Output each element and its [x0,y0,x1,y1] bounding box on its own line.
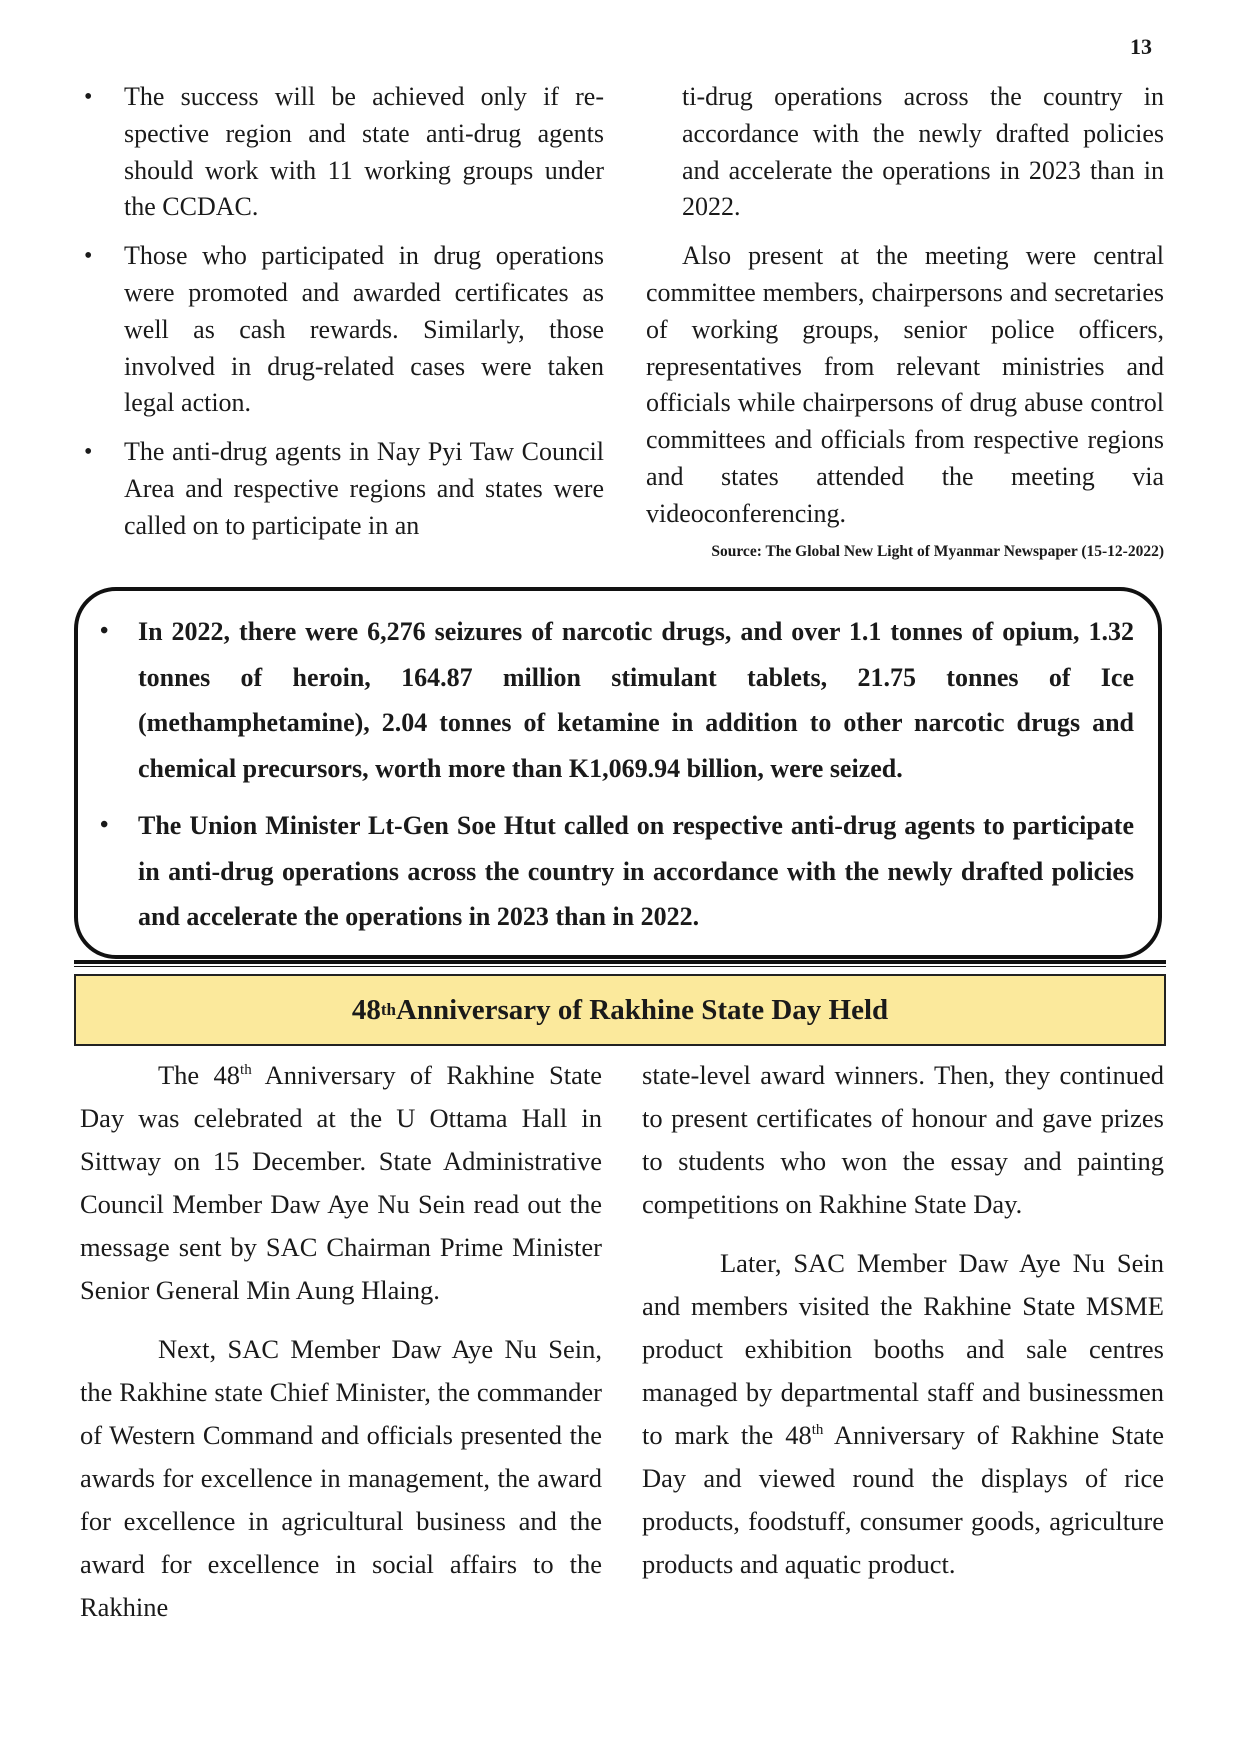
top-right-column [646,79,1164,545]
paragraph: Next, SAC Member Daw Aye Nu Sein, the Rakhine state Chief Minister, the commander of Western Command and officials presented the awards for excellence in management, the award for excellence in agricultural business and the award for excellence in social affairs to the Rakhine [80,1334,602,1622]
text-run: The 48 [158,1060,241,1090]
paragraph [80,1054,602,1312]
list-item: • Those who participated in drug operations were promoted and awarded certificates as well as cash rewards. Similarly, those involved in drug-related cases were taken legal action. [84,238,604,422]
list-item: • The anti-drug agents in Nay Pyi Taw Council Area and respective regions and states were called on to participate in an [84,434,604,544]
article-title: 48 th Anniversary of Rakhine State Day Held [74,974,1166,1046]
article-right-column [642,1054,1164,1602]
superscript: th [811,1422,824,1439]
superscript: th [240,1062,252,1079]
top-left-column [84,79,604,557]
source-citation: Source: The Global New Light of Myanmar Newspaper (15-12-2022) [711,543,1164,560]
highlight-box [74,587,1162,959]
highlight-item: • The Union Minister Lt-Gen Soe Htut called on respective anti-drug agents to participate in anti-drug operations across the country in accordance with the newly drafted policies and accelerate the operations in 2023 than in 2022. [138,803,1134,940]
divider [74,960,1166,964]
title-text: Anniversary of Rakhine State Day Held [395,993,889,1026]
divider [74,966,1166,967]
text-run: Anniversary of Rakhine State Day was celebrated at the U Ottama Hall in Sittway on 15 December. State Administrative Council Member Daw Aye Nu Sein read out the message sent by SAC Chairman Prime Minister Senior General Min Aung Hlaing. [80,1060,602,1305]
text-run: Later, SAC Member Daw Aye Nu Sein and members visited the Rakhine State MSME product exhibition booths and sale centres managed by departmental staff and businessmen to mark the 48 [642,1248,1164,1450]
title-number: 48 [351,993,381,1026]
list-item: • The success will be achieved only if respective region and state anti-drug agents should work with 11 working groups under the CCDAC. [84,79,604,226]
paragraph [642,1242,1164,1586]
bullet-list [84,79,604,545]
page-number: 13 [1130,34,1152,59]
highlight-item: • In 2022, there were 6,276 seizures of narcotic drugs, and over 1.1 tonnes of opium, 1.32 tonnes of heroin, 164.87 million stimulant tablets, 21.75 tonnes of Ice (methamphetamine), 2.04 tonnes of ketamine in addition to other narcotic drugs and chemical precursors, worth more than K1,069.94 billion, were seized. [138,609,1134,791]
continued-bullet-text: ti-drug operations across the country in accordance with the newly drafted policies and accelerate the operations in 2023 than in 2022. [682,82,1164,222]
article-left-column [80,1054,602,1645]
text-run: Anniversary of Rakhine State Day and viewed round the displays of rice products, foodstuff, consumer goods, agriculture products and aquatic product. [642,1420,1164,1579]
paragraph: Also present at the meeting were central committee members, chairpersons and secretaries of working groups, senior police officers, representatives from relevant ministries and officials while chairpersons of drug abuse control committees and officials from respective regions and states attended the meeting via videoconferencing. [646,241,1164,528]
paragraph: state-level award winners. Then, they continued to present certificates of honour and gave prizes to students who won the essay and painting competitions on Rakhine State Day. [642,1060,1164,1219]
